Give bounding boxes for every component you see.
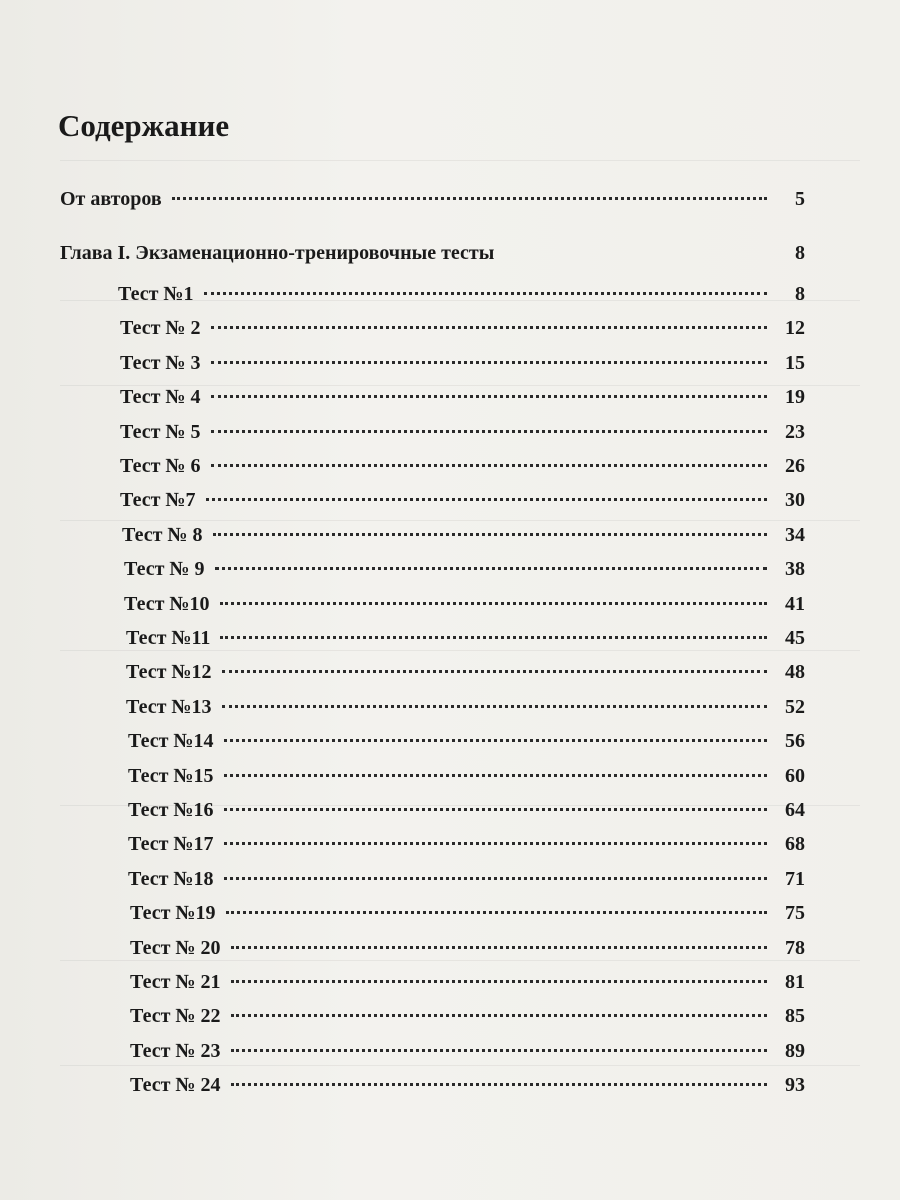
toc-entry-page: 26	[785, 455, 805, 477]
toc-entry-test[interactable]	[120, 455, 805, 483]
toc-entry-page: 38	[785, 558, 805, 581]
toc-entry-label: Тест № 23	[130, 1039, 221, 1062]
toc-entry-test[interactable]	[120, 489, 805, 517]
toc-entry-test[interactable]	[120, 317, 805, 345]
toc-entry-label: Тест №17	[128, 833, 214, 856]
toc-entry-page: 30	[785, 489, 805, 512]
toc-entry-chapter[interactable]	[60, 242, 805, 270]
toc-entry-label: Тест № 5	[120, 420, 201, 443]
toc-entry-intro[interactable]	[60, 188, 805, 216]
toc-entry-page: 45	[785, 627, 805, 649]
toc-entry-label: Тест №16	[128, 799, 214, 821]
dot-leader	[220, 602, 768, 605]
dot-leader	[231, 980, 768, 983]
toc-entry-page: 60	[785, 764, 805, 787]
toc-entry-label: Тест №15	[128, 764, 214, 787]
toc-entry-page: 85	[785, 1005, 805, 1028]
dot-leader	[213, 533, 768, 536]
toc-entry-page: 5	[795, 188, 805, 210]
toc-entry-page: 93	[785, 1074, 805, 1097]
dot-leader	[231, 1049, 768, 1052]
toc-entry-page: 23	[785, 420, 805, 443]
toc-entry-test[interactable]	[128, 833, 805, 861]
toc-entry-label: Тест №10	[124, 592, 210, 615]
toc-entry-page: 81	[785, 971, 805, 993]
dot-leader	[222, 670, 768, 673]
toc-entry-page: 71	[785, 867, 805, 890]
toc-entry-page: 75	[785, 902, 805, 925]
toc-entry-label: Тест №11	[126, 627, 211, 649]
toc-entry-label: Тест № 6	[120, 455, 201, 477]
toc-entry-label: Тест № 4	[120, 386, 201, 409]
toc-entry-label: Тест № 20	[130, 936, 221, 959]
toc-entry-page: 19	[785, 386, 805, 409]
toc-entry-label: Тест №19	[130, 902, 216, 925]
toc-entry-page: 12	[785, 317, 805, 340]
toc-entry-label: Тест № 3	[120, 351, 201, 374]
toc-entry-test[interactable]	[124, 558, 805, 586]
dot-leader	[215, 567, 768, 570]
dot-leader	[211, 361, 768, 364]
toc-entry-page: 41	[785, 592, 805, 615]
toc-entry-label: Тест №12	[126, 661, 212, 684]
dot-leader	[211, 430, 768, 433]
toc-entry-label: Тест №13	[126, 695, 212, 718]
toc-entry-label: Тест № 2	[120, 317, 201, 340]
dot-leader	[224, 774, 768, 777]
toc-entry-test[interactable]	[128, 765, 805, 793]
toc-entry-test[interactable]	[130, 1074, 805, 1102]
toc-entry-page: 48	[785, 661, 805, 684]
dot-leader	[222, 705, 768, 708]
dot-leader	[220, 636, 767, 639]
toc-entry-page: 34	[785, 523, 805, 546]
toc-entry-label: Тест № 21	[130, 971, 221, 993]
toc-entry-test[interactable]	[126, 627, 805, 655]
toc-entry-label: От авторов	[60, 188, 162, 210]
toc-entry-test[interactable]	[120, 386, 805, 414]
toc-entry-test[interactable]	[130, 1040, 805, 1068]
toc-entry-test[interactable]	[130, 1005, 805, 1033]
toc-entry-label: Тест № 8	[122, 523, 203, 546]
toc-entry-label: Тест №14	[128, 730, 214, 753]
toc-entry-page: 52	[785, 695, 805, 718]
dot-leader	[224, 877, 768, 880]
toc-entry-test[interactable]	[130, 902, 805, 930]
toc-entry-label: Тест № 24	[130, 1074, 221, 1097]
toc-entry-page: 8	[795, 283, 805, 305]
dot-leader	[231, 1014, 768, 1017]
toc-entry-test[interactable]	[126, 696, 805, 724]
dot-leader	[206, 498, 768, 501]
toc-entry-test[interactable]	[118, 283, 805, 311]
toc-entry-test[interactable]	[128, 799, 805, 827]
toc-entry-test[interactable]	[128, 730, 805, 758]
dot-leader	[231, 946, 768, 949]
toc-entry-label: Тест № 22	[130, 1005, 221, 1028]
toc-entry-page: 64	[785, 799, 805, 821]
toc-entry-label: Тест № 9	[124, 558, 205, 581]
toc-entry-label: Тест №7	[120, 489, 196, 512]
toc-entry-test[interactable]	[120, 421, 805, 449]
dot-leader	[211, 326, 768, 329]
toc-entry-page: 8	[795, 242, 805, 264]
toc-entry-test[interactable]	[126, 661, 805, 689]
toc-entry-test[interactable]	[130, 937, 805, 965]
toc-entry-test[interactable]	[120, 352, 805, 380]
toc-entry-label: Тест №18	[128, 867, 214, 890]
dot-leader	[226, 911, 768, 914]
dot-leader	[224, 739, 768, 742]
dot-leader	[231, 1083, 768, 1086]
toc-entry-page: 89	[785, 1039, 805, 1062]
toc-entry-label: Глава I. Экзаменационно-тренировочные тесты	[60, 242, 495, 264]
dot-leader	[224, 808, 768, 811]
toc-entry-test[interactable]	[130, 971, 805, 999]
toc-entry-test[interactable]	[124, 593, 805, 621]
toc-entry-test[interactable]	[128, 868, 805, 896]
dot-leader	[204, 292, 768, 295]
dot-leader	[211, 464, 768, 467]
toc-entry-page: 15	[785, 351, 805, 374]
page-title: Содержание	[58, 108, 230, 143]
toc-entry-page: 78	[785, 936, 805, 959]
toc-entry-label: Тест №1	[118, 283, 194, 305]
dot-leader	[224, 842, 768, 845]
toc-entry-page: 68	[785, 833, 805, 856]
dot-leader	[211, 395, 768, 398]
dot-leader	[172, 197, 767, 200]
toc-entry-page: 56	[785, 730, 805, 753]
toc-entry-test[interactable]	[122, 524, 805, 552]
